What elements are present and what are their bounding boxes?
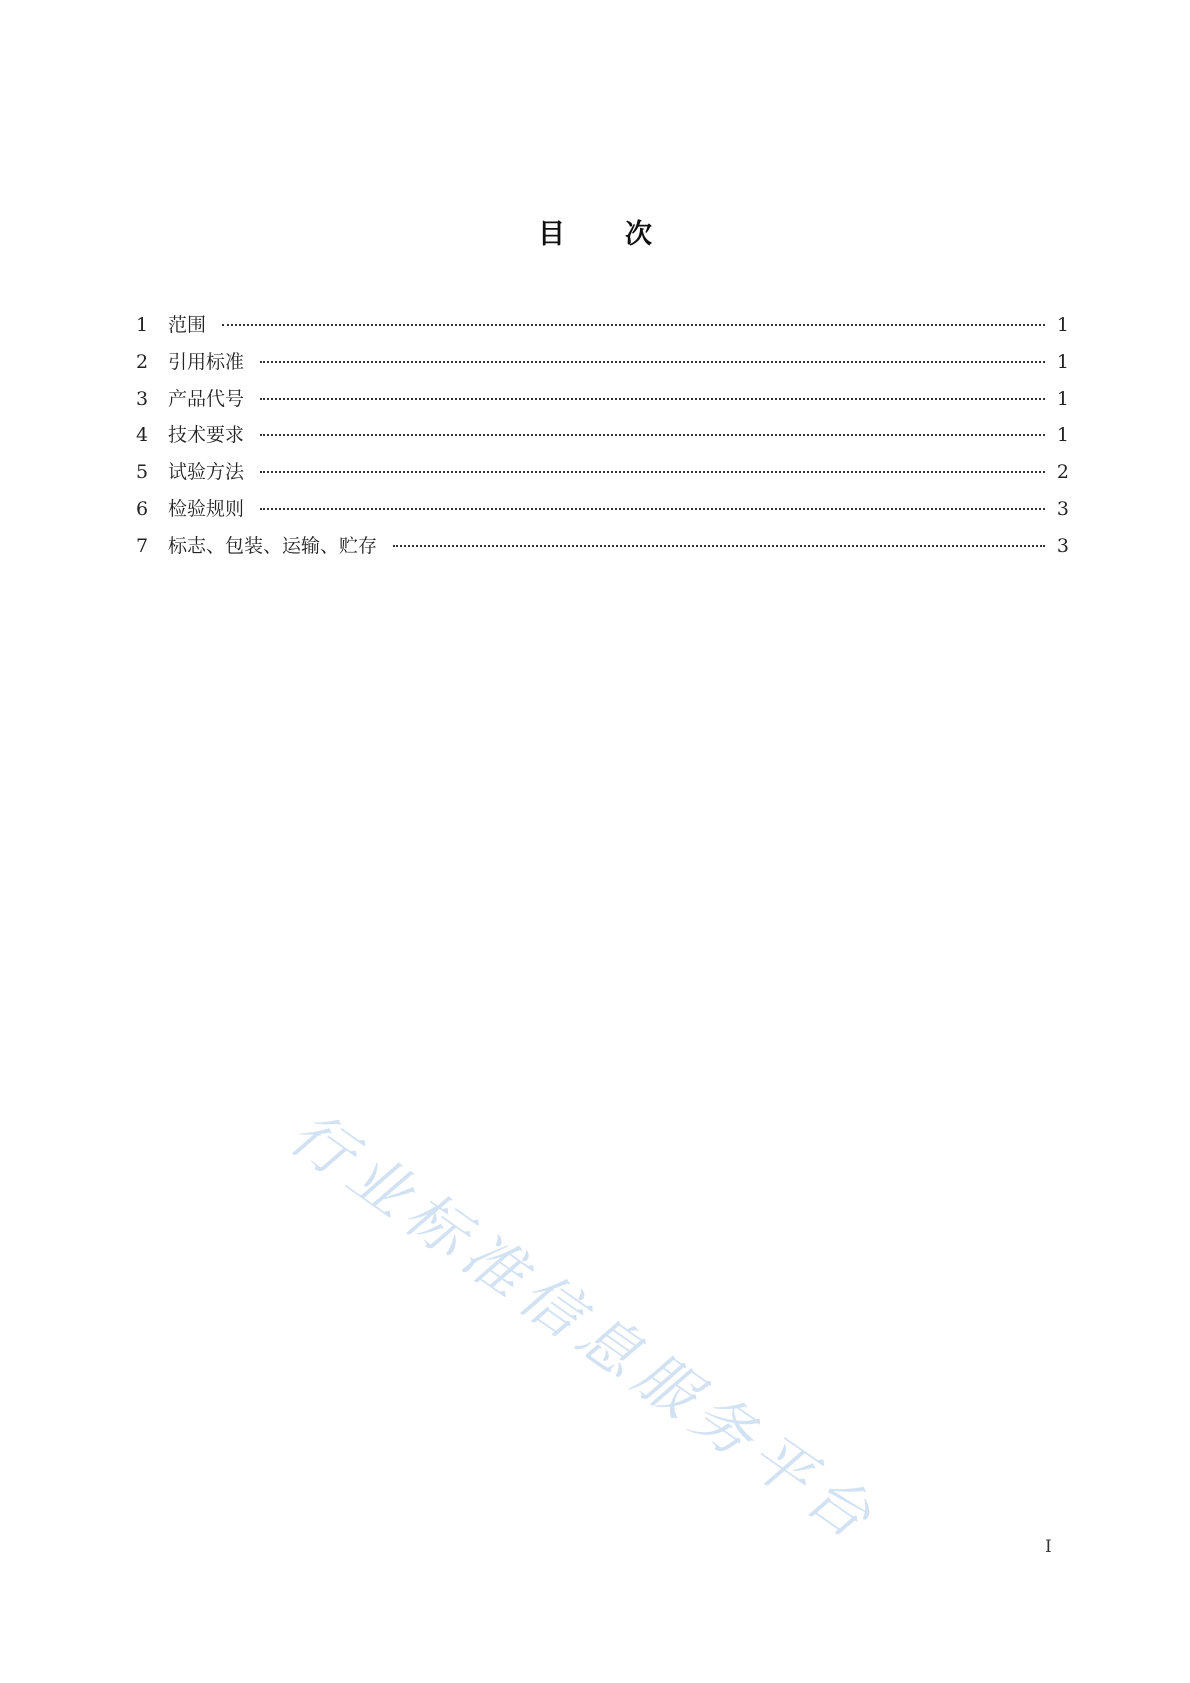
toc-entry-label: 范围 (168, 314, 207, 336)
toc-entry-number: 2 (136, 350, 149, 373)
page-number: I (1045, 1537, 1052, 1557)
toc-dot-leader (260, 508, 1045, 510)
watermark: 行业标准信息服务平台 (277, 1098, 891, 1558)
toc-entry-label: 试验方法 (168, 461, 245, 484)
toc-entry-label: 引用标准 (168, 350, 245, 373)
toc-entry-6[interactable] (136, 497, 1069, 534)
toc-entry-label: 检验规则 (168, 497, 245, 520)
toc-entry-number: 4 (136, 424, 149, 447)
toc-entry-page: 1 (1056, 314, 1069, 336)
toc-entry-number: 6 (136, 497, 149, 520)
toc-entry-number: 5 (136, 461, 149, 484)
toc-entry-page: 1 (1056, 424, 1069, 447)
toc-entry-page: 1 (1056, 350, 1069, 373)
toc-entry-page: 1 (1056, 387, 1069, 410)
toc-entry-2[interactable] (136, 350, 1069, 387)
table-of-contents (136, 313, 1069, 571)
toc-entry-number: 1 (136, 314, 149, 336)
toc-dot-leader (260, 361, 1045, 363)
toc-entry-page: 3 (1056, 497, 1069, 520)
toc-entry-1[interactable] (136, 313, 1069, 350)
toc-entry-page: 3 (1056, 534, 1069, 557)
toc-entry-3[interactable] (136, 387, 1069, 424)
toc-entry-page: 2 (1056, 461, 1069, 484)
toc-dot-leader (222, 324, 1045, 326)
toc-entry-label: 技术要求 (168, 424, 245, 447)
toc-entry-number: 7 (136, 534, 149, 557)
toc-dot-leader (393, 545, 1045, 547)
toc-entry-number: 3 (136, 387, 149, 410)
toc-entry-4[interactable] (136, 423, 1069, 460)
toc-dot-leader (260, 434, 1045, 436)
toc-entry-7[interactable] (136, 534, 1069, 571)
toc-title: 目次 (538, 219, 712, 250)
toc-entry-label: 标志、包装、运输、贮存 (168, 534, 378, 557)
toc-entry-5[interactable] (136, 460, 1069, 497)
toc-dot-leader (260, 398, 1045, 400)
toc-dot-leader (260, 471, 1045, 473)
toc-entry-label: 产品代号 (168, 387, 245, 410)
